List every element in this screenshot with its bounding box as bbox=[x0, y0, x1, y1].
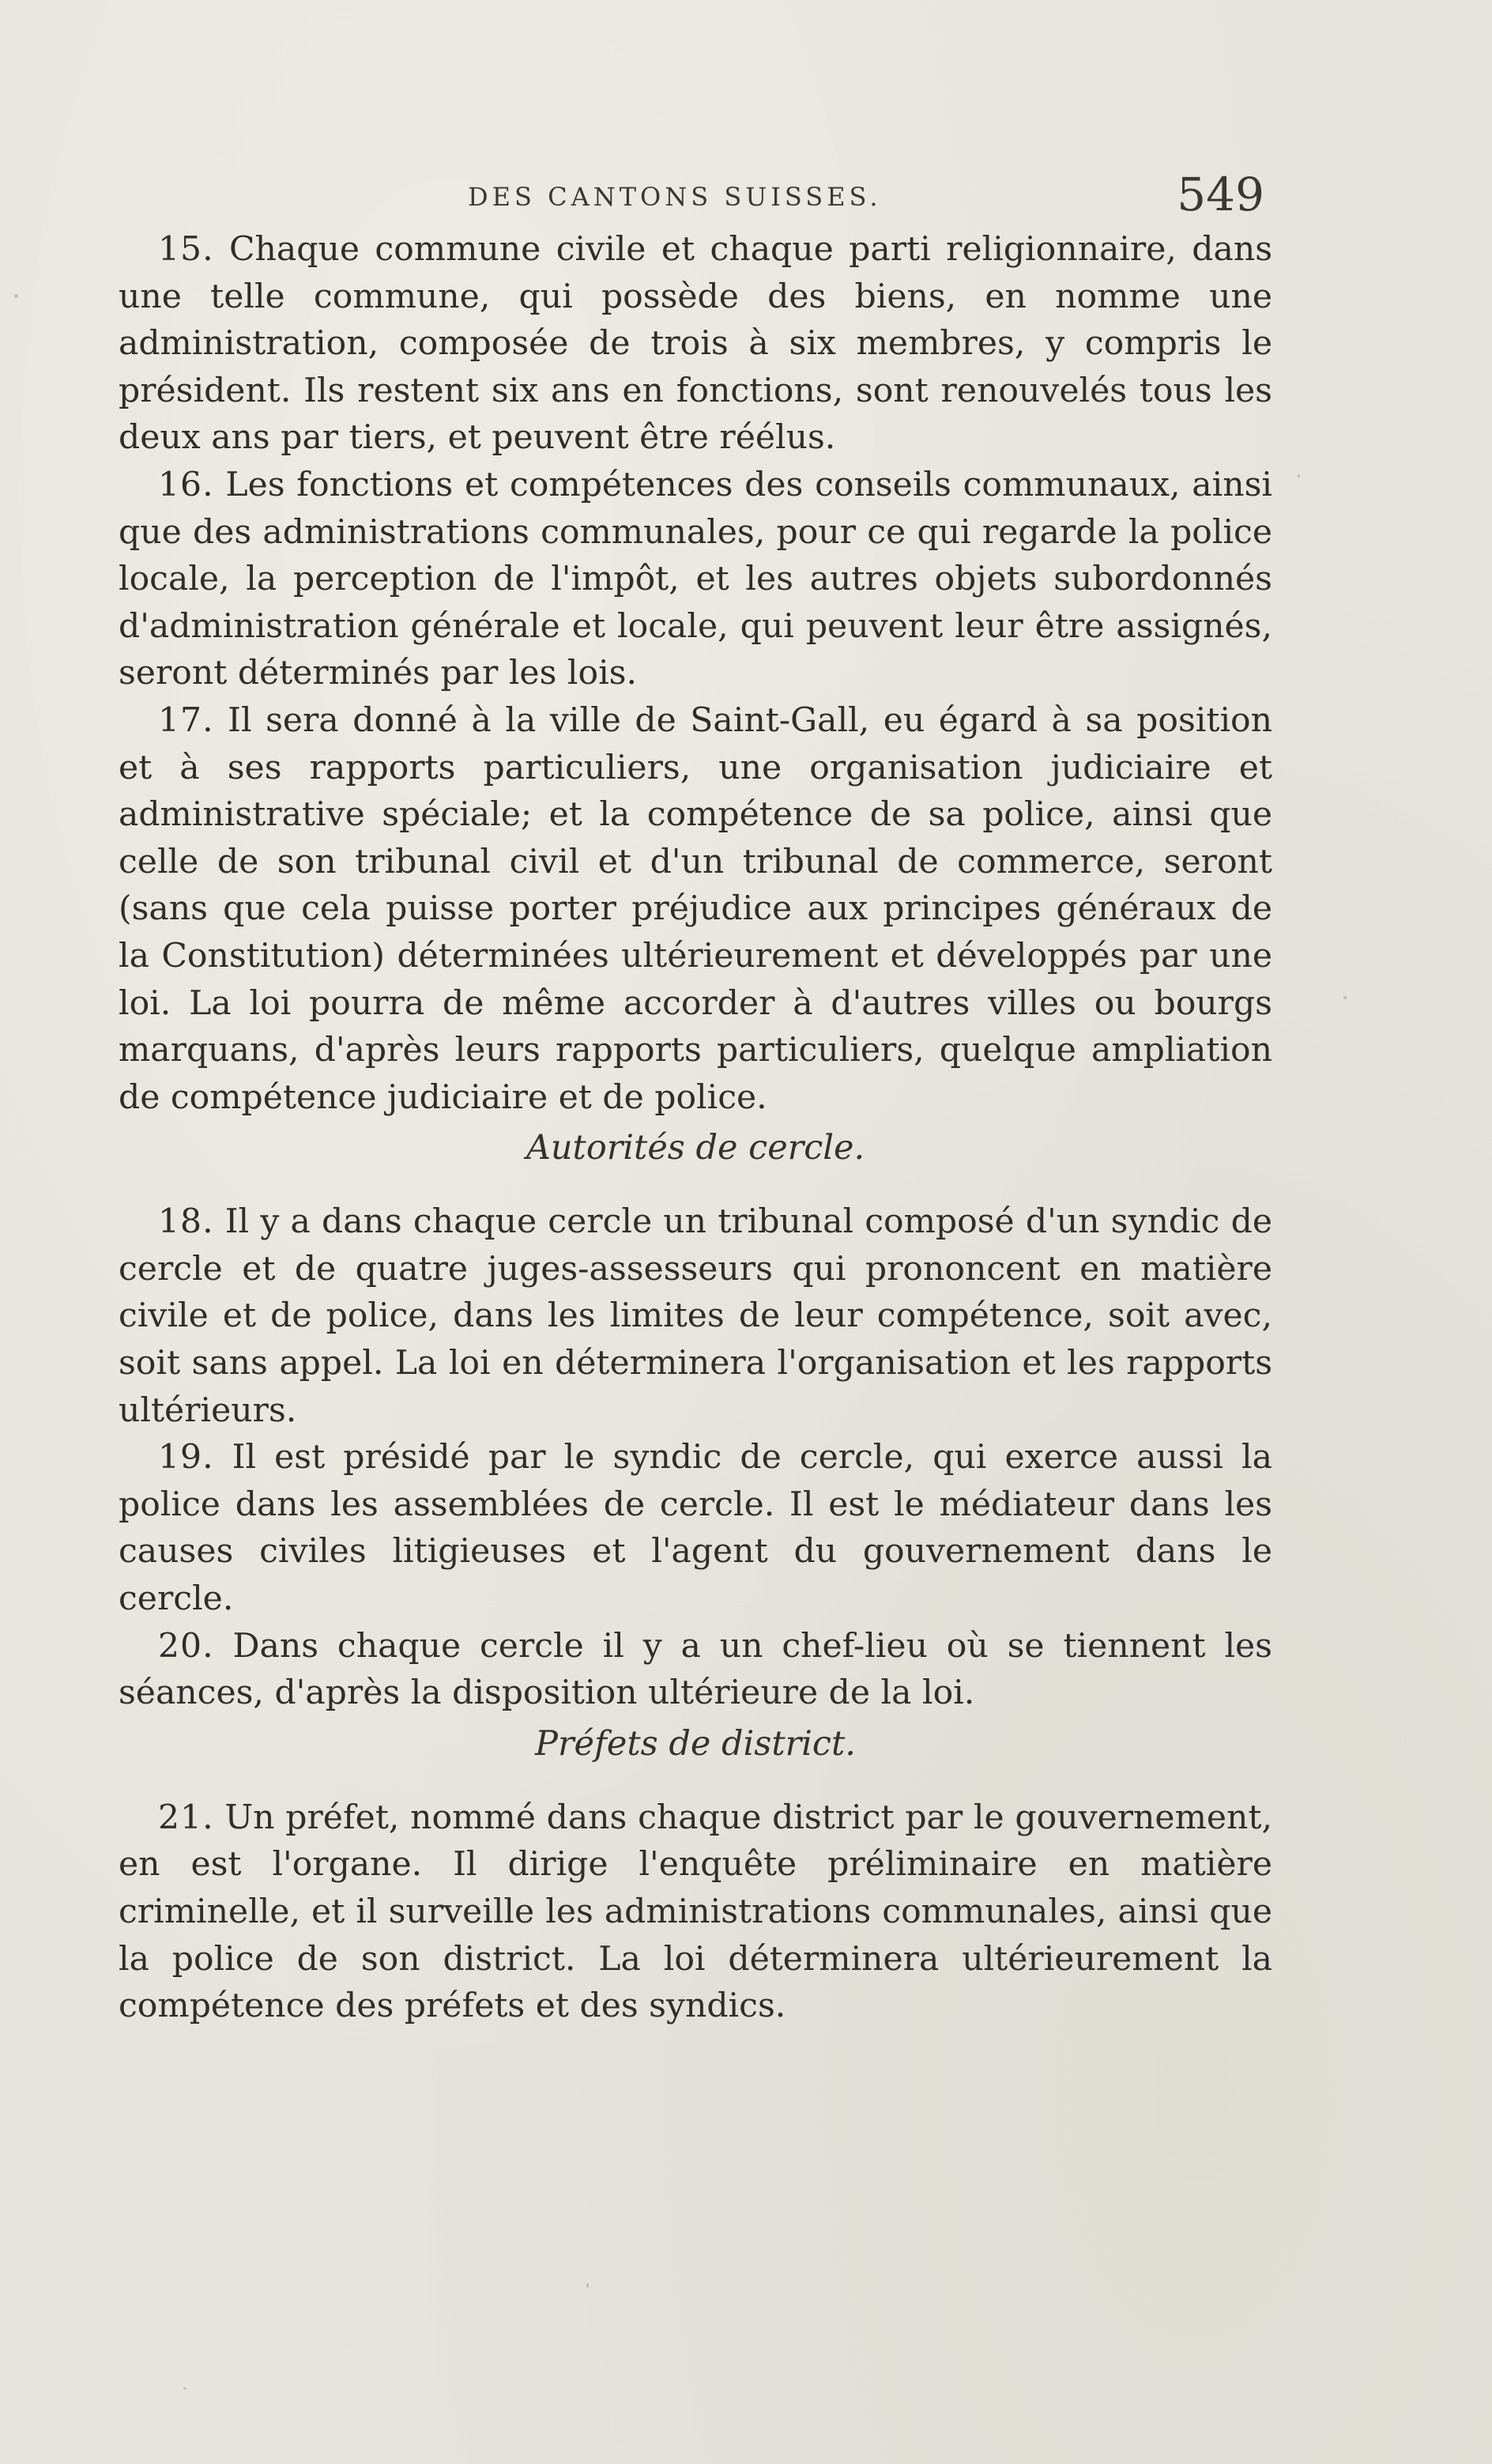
article-17 bbox=[119, 697, 1272, 1121]
article-number: 21. bbox=[158, 1798, 214, 1837]
paper-speck bbox=[586, 2283, 589, 2288]
article-15 bbox=[119, 226, 1272, 462]
paper-speck bbox=[1343, 996, 1347, 999]
article-number: 15. bbox=[158, 230, 214, 269]
article-text: Les fonctions et compétences des conseils communaux, ainsi que des administrations communales, pour ce qui regarde la police locale, la perception de l'impôt, et les autres objets subordonnés d'administration générale et locale, qui peuvent leur être assignés, seront déterminés par les lois. bbox=[119, 465, 1272, 693]
article-text: Il sera donné à la ville de Saint-Gall, eu égard à sa position et à ses rapports particuliers, une organisation judiciaire et administrative spéciale; et la compétence de sa police, ainsi que celle de son tribunal civil et d'un tribunal de commerce, seront (sans que cela puisse porter préjudice aux principes généraux de la Constitution) déterminées ultérieurement et développés par une loi. La loi pourra de même accorder à d'autres villes ou bourgs marquans, d'après leurs rapports particuliers, quelque ampliation de compétence judiciaire et de police. bbox=[119, 700, 1272, 1117]
article-text: Il y a dans chaque cercle un tribunal composé d'un syndic de cercle et de quatre juges-assesseurs qui prononcent en matière civile et de police, dans les limites de leur compétence, soit avec, soit sans appel. La loi en déterminera l'organisation et les rapports ultérieurs. bbox=[119, 1202, 1272, 1430]
article-19 bbox=[119, 1434, 1272, 1622]
article-text: Il est présidé par le syndic de cercle, qui exerce aussi la police dans les assemblées de cercle. Il est le médiateur dans les causes civiles litigieuses et l'agent du gouvernement dans le cercle. bbox=[119, 1438, 1272, 1619]
article-20 bbox=[119, 1623, 1272, 1717]
section-heading-district: Préfets de district. bbox=[535, 1723, 856, 1764]
article-text: Un préfet, nommé dans chaque district par le gouvernement, en est l'organe. Il dirige l'enquête préliminaire en matière criminelle, et il surveille les administrations communales, ainsi que la police de son district. La loi déterminera ultérieurement la compétence des préfets et des syndics. bbox=[119, 1798, 1272, 2026]
page-number: 549 bbox=[1177, 168, 1264, 221]
section-heading-cercle: Autorités de cercle. bbox=[526, 1128, 865, 1168]
article-18 bbox=[119, 1198, 1272, 1434]
article-text: Chaque commune civile et chaque parti religionnaire, dans une telle commune, qui possède des biens, en nomme une administration, composée de trois à six membres, y compris le président. Ils restent six ans en fonctions, sont renouvelés tous les deux ans par tiers, et peuvent être réélus. bbox=[119, 230, 1272, 458]
running-title: DES CANTONS SUISSES. bbox=[468, 182, 882, 212]
page-body bbox=[119, 226, 1272, 2030]
page-header bbox=[119, 168, 1264, 231]
article-number: 16. bbox=[158, 465, 214, 504]
article-16 bbox=[119, 462, 1272, 697]
paper-speck bbox=[183, 2387, 186, 2390]
article-number: 17. bbox=[158, 700, 214, 740]
paper-speck bbox=[1298, 474, 1300, 477]
article-text: Dans chaque cercle il y a un chef-lieu où se tiennent les séances, d'après la disposition ultérieure de la loi. bbox=[119, 1626, 1272, 1713]
paper-speck bbox=[14, 294, 18, 298]
article-number: 20. bbox=[158, 1626, 214, 1666]
article-number: 18. bbox=[158, 1202, 214, 1242]
article-21 bbox=[119, 1794, 1272, 2030]
article-number: 19. bbox=[158, 1438, 214, 1477]
